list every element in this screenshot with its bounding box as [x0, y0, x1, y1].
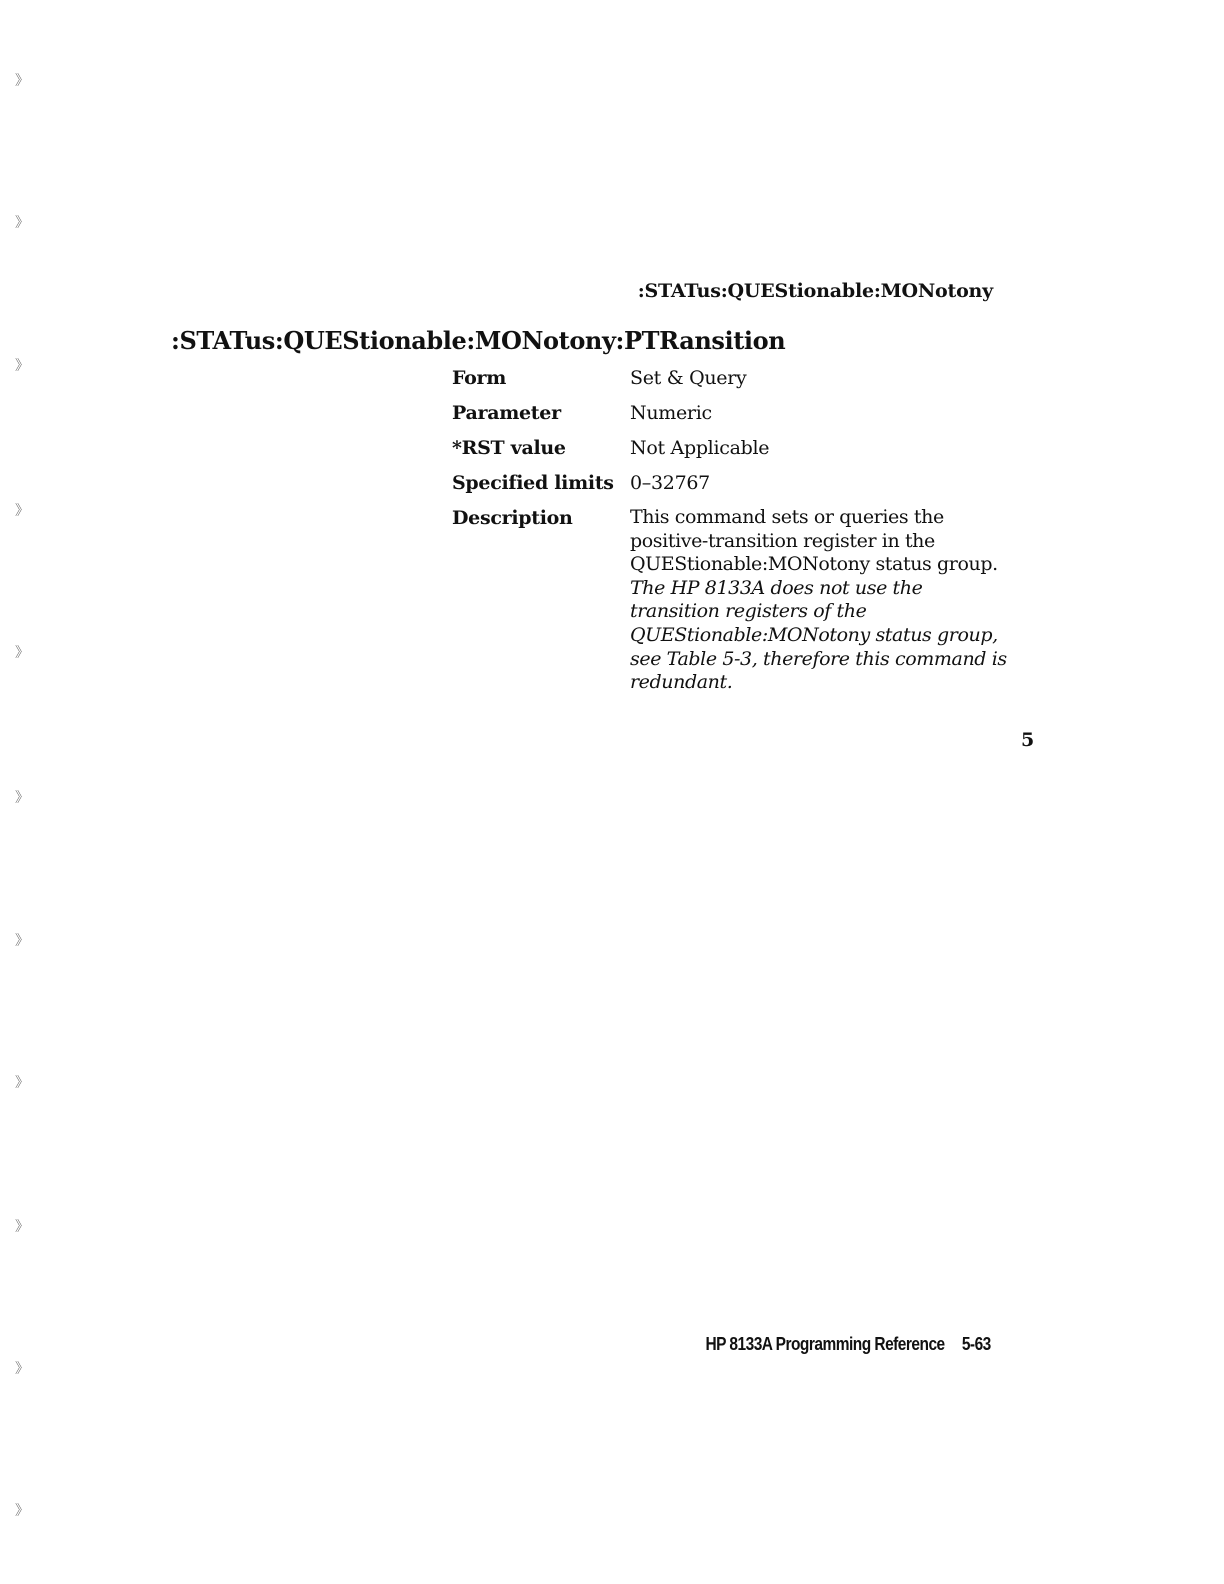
- rst-value-value: Not Applicable: [630, 437, 770, 459]
- running-header: :STATus:QUEStionable:MONotony: [637, 280, 993, 302]
- binding-mark: 》: [15, 1219, 29, 1235]
- binding-mark: 》: [15, 790, 29, 806]
- description-plain-text: This command sets or queries the positive-transition register in the QUEStionable:MONotony status group.: [630, 506, 998, 576]
- binding-mark: 》: [15, 358, 29, 374]
- description-label: Description: [452, 507, 573, 529]
- binding-mark: 》: [15, 1503, 29, 1519]
- specified-limits-value: 0–32767: [630, 472, 710, 494]
- form-label: Form: [452, 367, 507, 389]
- specified-limits-label: Specified limits: [452, 472, 614, 494]
- form-value: Set & Query: [630, 367, 747, 389]
- binding-mark: 》: [15, 933, 29, 949]
- parameter-label: Parameter: [452, 402, 561, 424]
- description-italic-note: The HP 8133A does not use the transition registers of the QUEStionable:MONotony status group, see Table 5-3, therefore this command is redundant.: [630, 576, 1007, 694]
- description-row: [452, 506, 1012, 695]
- chapter-tab-number: 5: [1021, 729, 1035, 751]
- form-row: [452, 366, 1012, 390]
- rst-value-row: [452, 436, 1012, 460]
- command-properties: [452, 366, 1012, 706]
- binding-mark: 》: [15, 1361, 29, 1377]
- binding-mark: 》: [15, 215, 29, 231]
- page-number: 5-63: [962, 1334, 991, 1354]
- binding-mark: 》: [15, 645, 29, 661]
- binding-mark: 》: [15, 73, 29, 89]
- parameter-row: [452, 401, 1012, 425]
- binding-mark: 》: [15, 1075, 29, 1091]
- page-footer: [706, 1334, 991, 1355]
- footer-title: HP 8133A Programming Reference: [705, 1334, 945, 1354]
- description-text: [630, 506, 1012, 695]
- specified-limits-row: [452, 471, 1012, 495]
- binding-mark: 》: [15, 503, 29, 519]
- rst-value-label: *RST value: [452, 437, 566, 459]
- command-title: :STATus:QUEStionable:MONotony:PTRansition: [171, 326, 786, 355]
- parameter-value: Numeric: [630, 402, 712, 424]
